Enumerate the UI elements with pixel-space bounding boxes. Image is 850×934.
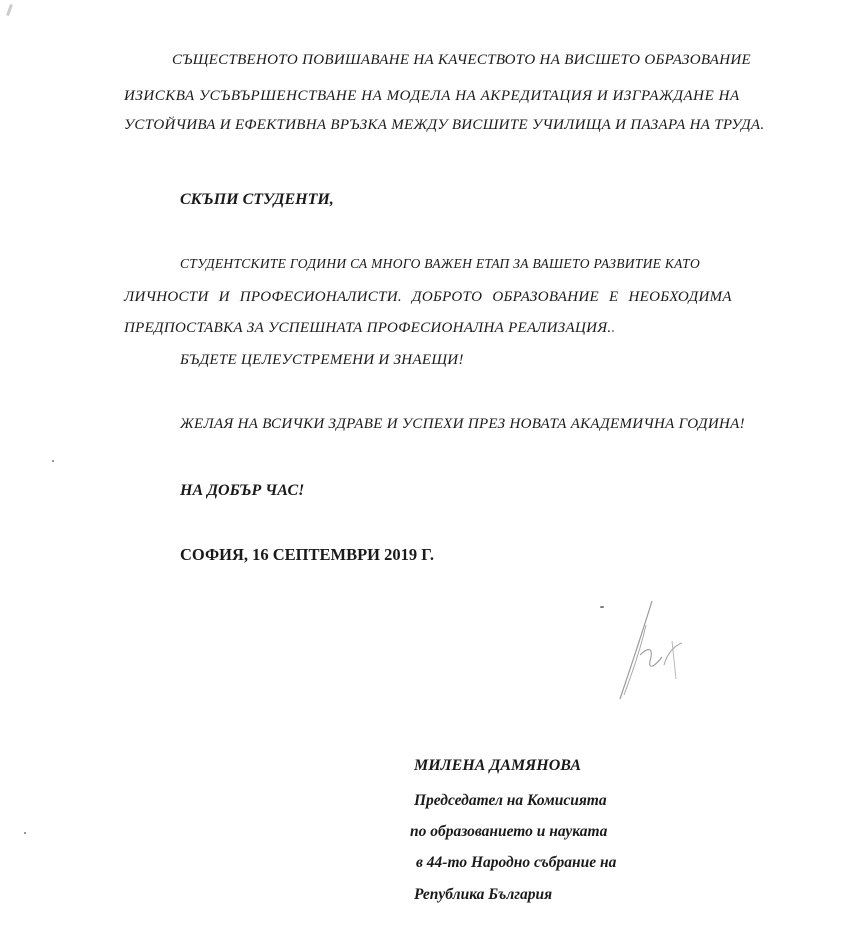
scan-speck [612, 330, 614, 332]
signatory-title-line-1: Председател на Комисията [414, 792, 607, 809]
signatory-title-line-3: в 44-то Народно събрание на [416, 854, 617, 871]
place-date: СОФИЯ, 16 СЕПТЕМВРИ 2019 Г. [180, 545, 435, 564]
signature-icon [610, 595, 700, 705]
scan-speck [6, 4, 13, 16]
paragraph-1-line-3: УСТОЙЧИВА И ЕФЕКТИВНА ВРЪЗКА МЕЖДУ ВИСШИТЕ УЧИЛИЩА И ПАЗАРА НА ТРУДА. [124, 117, 765, 133]
exhortation: БЪДЕТЕ ЦЕЛЕУСТРЕМЕНИ И ЗНАЕЩИ! [180, 352, 464, 368]
scan-speck [24, 832, 26, 834]
paragraph-1-line-1: СЪЩЕСТВЕНОТО ПОВИШАВАНЕ НА КАЧЕСТВОТО НА ВИСШЕТО ОБРАЗОВАНИЕ [172, 52, 751, 68]
signatory-title-line-2: по образованието и науката [410, 823, 608, 840]
paragraph-2-line-3: ПРЕДПОСТАВКА ЗА УСПЕШНАТА ПРОФЕСИОНАЛНА РЕАЛИЗАЦИЯ. [124, 320, 612, 336]
signatory-name: МИЛЕНА ДАМЯНОВА [414, 757, 582, 774]
farewell: НА ДОБЪР ЧАС! [180, 482, 305, 499]
paragraph-2-line-1: СТУДЕНТСКИТЕ ГОДИНИ СА МНОГО ВАЖЕН ЕТАП ЗА ВАШЕТО РАЗВИТИЕ КАТО [180, 256, 701, 271]
scan-speck [600, 606, 604, 608]
paragraph-1-line-2: ИЗИСКВА УСЪВЪРШЕНСТВАНЕ НА МОДЕЛА НА АКРЕДИТАЦИЯ И ИЗГРАЖДАНЕ НА [124, 88, 740, 104]
signatory-title-line-4: Република България [414, 886, 553, 903]
paragraph-2-line-2: ЛИЧНОСТИ И ПРОФЕСИОНАЛИСТИ. ДОБРОТО ОБРАЗОВАНИЕ Е НЕОБХОДИМА [124, 289, 732, 305]
wishes: ЖЕЛАЯ НА ВСИЧКИ ЗДРАВЕ И УСПЕХИ ПРЕЗ НОВАТА АКАДЕМИЧНА ГОДИНА! [180, 416, 745, 432]
salutation: СКЪПИ СТУДЕНТИ, [180, 191, 334, 208]
scan-speck [52, 460, 54, 462]
